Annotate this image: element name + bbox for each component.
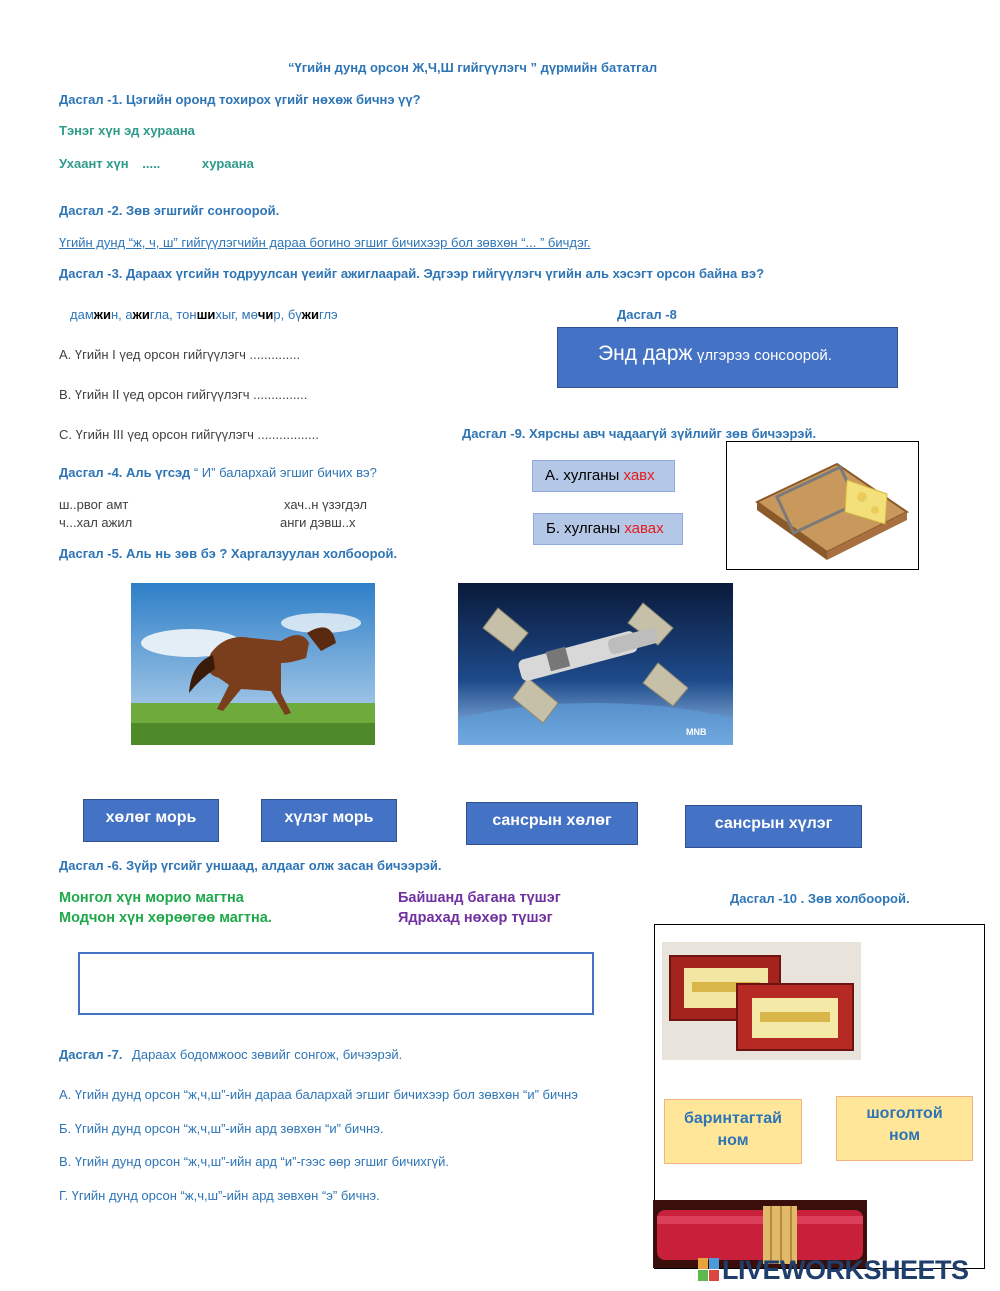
ex1-line2-end: хураана (201, 156, 254, 171)
ex4-word-1: ш..рвог амт (59, 497, 129, 512)
ex3-word-pre: бү (287, 307, 302, 322)
ex9-option-a[interactable] (532, 460, 675, 492)
ex7-heading-rest: Дараах бодомжоос зөвийг сонгож, бичээрэй. (132, 1047, 403, 1062)
ex3-word-post: гла (149, 307, 170, 322)
ex3-word (70, 307, 118, 322)
proverb-1: Монгол хүн морио магтна (59, 890, 244, 906)
ex8-heading: Дасгал -8 (617, 307, 677, 322)
option-sansryn-huleg[interactable]: сансрын хүлэг (685, 805, 862, 848)
ex5-heading: Дасгал -5. Аль нь зөв бэ ? Харгалзуулан холбоорой. (59, 546, 398, 561)
ex3-word-pre: а (125, 307, 133, 322)
ex3-word-highlight: жи (301, 307, 320, 322)
ex4-heading (59, 465, 377, 480)
ex3-word (242, 307, 281, 322)
proverb-2: Модчон хүн хөрөөгөө магтна. (59, 910, 272, 926)
ex2-heading: Дасгал -2. Зөв эгшгийг сонгоорой. (59, 203, 280, 218)
ex3-word-pre: дам (70, 307, 94, 322)
listen-story-button[interactable] (557, 327, 898, 388)
ex3-word-highlight: ши (196, 307, 216, 322)
mousetrap-image (726, 441, 919, 570)
ex4-word-3: ч...хал ажил (59, 515, 133, 530)
watermark-label: MNB (686, 727, 707, 737)
ex9-heading: Дасгал -9. Хярсны авч чадаагүй зүйлийг зөв бичээрэй. (462, 426, 817, 441)
ex7-option-b: Б. Үгийн дунд орсон “ж,ч,ш”-ийн ард зөвхөн “и” бичнэ. (59, 1121, 384, 1136)
ex4-word-2: хач..н үзэгдэл (284, 497, 368, 512)
proverb-4: Ядрахад нөхөр түшэг (398, 910, 553, 926)
ex10-heading: Дасгал -10 . Зөв холбоорой. (730, 891, 910, 906)
ex1-heading: Дасгал -1. Цэгийн оронд тохирох үгийг нөхөж бичнэ үү? (59, 92, 421, 107)
ex7-heading (59, 1047, 402, 1062)
ex3-word-pre: мө (241, 307, 258, 322)
ex1-blank[interactable]: ..... (142, 156, 161, 171)
horse-image (131, 583, 375, 745)
option-shogoltoi-line1: шоголтой (866, 1105, 943, 1122)
ex7-option-a: А. Үгийн дунд орсон “ж,ч,ш”-ийн дараа балархай эгшиг бичихээр бол зөвхөн “и” бичнэ (59, 1087, 578, 1102)
ex3-heading (59, 266, 764, 281)
ex3-word-highlight: жи (132, 307, 150, 322)
ex3-word-pre: тон (176, 307, 197, 322)
ex3-separator: , (280, 307, 288, 322)
ex7-option-v: В. Үгийн дунд орсон “ж,ч,ш”-ийн ард “и”-гээс өөр эгшиг бичихгүй. (59, 1154, 449, 1169)
ex3-word-post: р (273, 307, 281, 322)
logo-blocks-icon (698, 1258, 720, 1282)
ex1-line2 (59, 156, 254, 171)
option-barintagtai-line1: баринтагтай (683, 1110, 783, 1127)
ex3-word (288, 307, 338, 322)
book-box-image (662, 942, 861, 1060)
ex1-line1: Тэнэг хүн эд хураана (59, 123, 195, 138)
ex3-word (125, 307, 169, 322)
ex3-word-post: глэ (319, 307, 338, 322)
ex3-words (70, 307, 338, 322)
option-barintagtai-line2: ном (717, 1132, 749, 1149)
ex3-word-post: н (110, 307, 119, 322)
ex4-word-4: анги дэвш..х (280, 515, 356, 530)
ex9-option-a-prefix: А. хулганы (545, 467, 624, 484)
listen-button-big: Энд дарж (598, 342, 693, 365)
ex3-option-c: C. Үгийн III үед орсон гийгүүлэгч ................. (59, 427, 319, 442)
ex3-heading-text: Дасгал -3. Дараах үгсийн тодруулсан үеийг ажиглаарай. Эдгээр гийгүүлэгч үгийн аль хэсэгт орсон байна вэ? (59, 266, 765, 281)
ex3-option-a: A. Үгийн I үед орсон гийгүүлэгч .............. (59, 347, 301, 362)
brand-text: LIVEWORKSHEETS (722, 1255, 969, 1285)
ex6-answer-input[interactable] (78, 952, 594, 1015)
option-shogoltoi-nom[interactable] (836, 1096, 973, 1161)
ex3-separator: , (118, 307, 126, 322)
ex4-heading-rest: “ И” балархай эгшиг бичих вэ? (193, 465, 377, 480)
option-holog-mori[interactable]: хөлөг морь (83, 799, 219, 842)
ex9-option-b-prefix: Б. хулганы (546, 520, 625, 537)
page-title: “Үгийн дунд орсон Ж,Ч,Ш гийгүүлэгч ” дүрмийн бататгал (288, 60, 658, 75)
option-shogoltoi-line2: ном (888, 1127, 921, 1144)
ex3-word (176, 307, 234, 322)
ex7-option-g: Г. Үгийн дунд орсон “ж,ч,ш”-ийн ард зөвхөн “э” бичнэ. (59, 1188, 380, 1203)
ex4-heading-bold: Дасгал -4. Аль үгсэд (59, 465, 191, 480)
ex9-option-b-word: хавах (624, 520, 664, 537)
ex3-separator: , (234, 307, 242, 322)
option-sansryn-holog[interactable]: сансрын хөлөг (466, 802, 638, 845)
ex3-option-b: B. Үгийн II үед орсон гийгүүлэгч ............... (59, 387, 308, 402)
ex1-line2-start: Ухаант хүн (59, 156, 129, 171)
space-station-image (458, 583, 733, 745)
ex3-word-post: хыг (215, 307, 235, 322)
ex3-separator: , (169, 307, 177, 322)
listen-button-small: үлгэрээ сонсоорой. (696, 347, 832, 364)
proverb-3: Байшанд багана түшэг (398, 890, 561, 906)
ex9-option-b[interactable] (533, 513, 683, 545)
ex3-word-highlight: чи (257, 307, 274, 322)
ex3-word-highlight: жи (93, 307, 111, 322)
ex2-rule: Үгийн дунд “ж, ч, ш” гийгүүлэгчийн дараа богино эгшиг бичихээр бол зөвхөн “... ” бичдэг. (59, 235, 591, 250)
option-barintagtai-nom[interactable] (664, 1099, 802, 1164)
option-huleg-mori[interactable]: хүлэг морь (261, 799, 397, 842)
ex9-option-a-word: хавх (623, 467, 655, 484)
ex6-heading: Дасгал -6. Зүйр үгсийг уншаад, алдааг олж засан бичээрэй. (59, 858, 442, 873)
ex7-heading-bold: Дасгал -7. (59, 1047, 123, 1062)
